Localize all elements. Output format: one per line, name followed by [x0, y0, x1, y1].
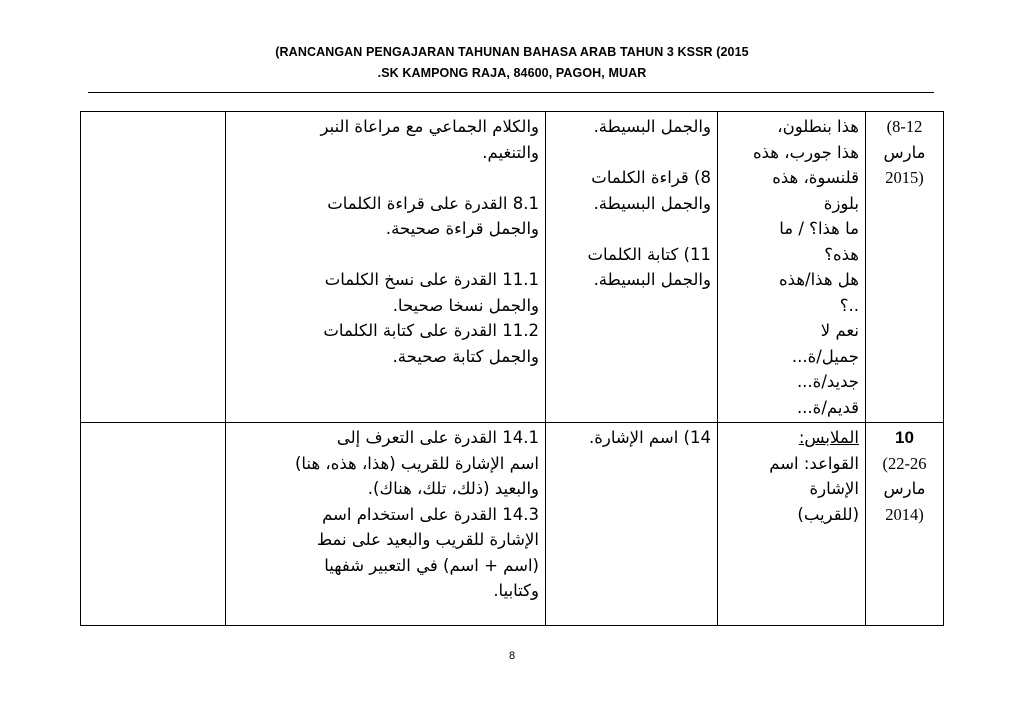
standard-line: والبعيد (ذلك، تلك، هناك). [367, 479, 539, 498]
standard-line: والجمل كتابة صحيحة. [392, 346, 539, 366]
content-line: هذا بنطلون، [777, 117, 859, 136]
standard-line: 8.1 القدرة على قراءة الكلمات [327, 193, 539, 213]
week-month: مارس [883, 479, 926, 498]
content-line: هل هذا/هذه [779, 270, 859, 289]
week-cell [866, 423, 944, 626]
skills-cell [546, 423, 718, 626]
content-line: هذا جورب، هذه [753, 142, 859, 162]
standards-cell [226, 423, 546, 626]
skill-line: والجمل البسيطة. [593, 193, 711, 213]
skill-line: 14) اسم الإشارة. [588, 428, 711, 447]
standard-line: 11.2 القدرة على كتابة الكلمات [323, 321, 539, 340]
table-row [81, 112, 944, 423]
table-row [81, 423, 944, 626]
content-line: جديد/ة... [796, 372, 859, 391]
skill-line [552, 140, 711, 166]
content-line: الإشارة [809, 479, 859, 498]
standards-cell [226, 112, 546, 423]
standard-line: الإشارة للقريب والبعيد على نمط [316, 530, 539, 549]
week-cell [866, 112, 944, 423]
standard-line: والكلام الجماعي مع مراعاة النبر [320, 117, 539, 136]
standard-line: 14.1 القدرة على التعرف إلى [336, 428, 539, 447]
lesson-plan-table [80, 111, 944, 626]
content-line: ما هذا؟ / ما [779, 219, 859, 238]
content-line: قلنسوة، هذه [772, 168, 859, 187]
week-range: 22-26) [882, 453, 927, 473]
standard-line [232, 165, 539, 191]
standard-line: 14.3 القدرة على استخدام اسم [322, 504, 539, 524]
content-line: جميل/ة... [791, 346, 859, 366]
standard-line: 11.1 القدرة على نسخ الكلمات [324, 270, 539, 289]
week-range: 8-12) [886, 117, 923, 136]
content-line: (للقريب) [797, 504, 859, 524]
standard-line: اسم الإشارة للقريب (هذا، هذه، هنا) [295, 453, 539, 473]
skill-line: والجمل البسيطة. [593, 270, 711, 289]
content-cell [718, 423, 866, 626]
content-heading: الملابس: [798, 428, 859, 447]
content-line: ..؟ [839, 295, 859, 315]
header-title: (RANCANGAN PENGAJARAN TAHUNAN BAHASA ARAB TAHUN 3 KSSR (2015 [275, 45, 749, 59]
content-cell [718, 112, 866, 423]
week-year: (2015 [885, 168, 924, 187]
week-number: 10 [895, 428, 914, 447]
content-line: القواعد: اسم [769, 453, 859, 473]
standard-line: والتنغيم. [482, 142, 539, 162]
content-line: هذه؟ [824, 244, 859, 264]
header-rule [88, 92, 934, 93]
empty-cell [81, 423, 226, 626]
skills-cell [546, 112, 718, 423]
standard-line: والجمل نسخا صحيحا. [392, 295, 539, 315]
skill-line: والجمل البسيطة. [593, 117, 711, 136]
standard-line [232, 242, 539, 268]
page-number: 8 [508, 650, 516, 662]
week-year: (2014 [885, 504, 924, 524]
document-header [0, 42, 1024, 84]
content-line: بلوزة [823, 193, 859, 213]
empty-cell [81, 112, 226, 423]
standard-line: (اسم + اسم) في التعبير شفهيا [324, 555, 539, 575]
skill-line: 11) كتابة الكلمات [587, 244, 711, 264]
skill-line [552, 216, 711, 242]
standard-line: وكتابيا. [493, 581, 539, 600]
skill-line: 8) قراءة الكلمات [591, 168, 711, 187]
content-line: قديم/ة... [796, 397, 859, 417]
content-line: نعم لا [820, 321, 859, 340]
standard-line: والجمل قراءة صحيحة. [385, 219, 539, 238]
week-month: مارس [883, 142, 926, 162]
header-school: .SK KAMPONG RAJA, 84600, PAGOH, MUAR [377, 66, 647, 80]
